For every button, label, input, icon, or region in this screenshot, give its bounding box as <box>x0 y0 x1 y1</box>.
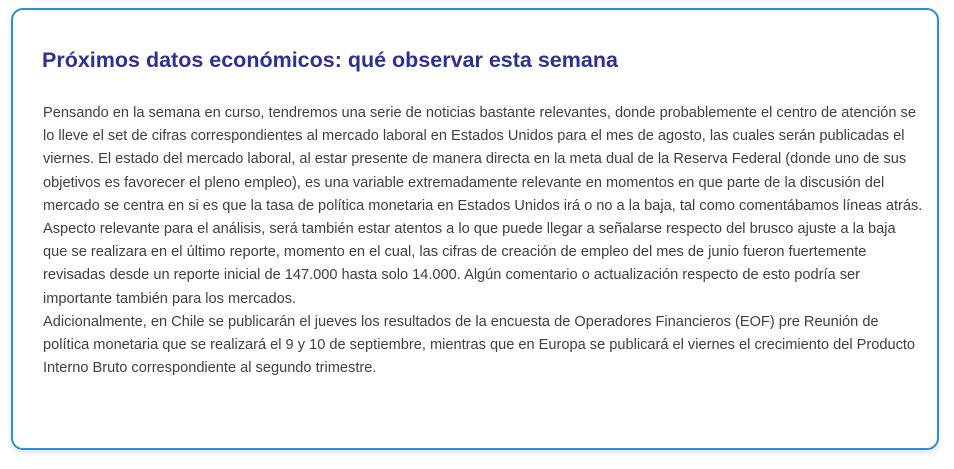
card-body <box>43 102 923 380</box>
card-title: Próximos datos económicos: qué observar esta semana <box>42 48 618 72</box>
paragraph-labor-market: Pensando en la semana en curso, tendremos una serie de noticias bastante relevantes, donde probablemente el centro de atención se lo lleve el set de cifras correspondientes al mercado laboral en Estados Unidos para el mes de agosto, las cuales serán publicadas el viernes. El estado del mercado laboral, al estar presente de manera directa en la meta dual de la Reserva Federal (donde uno de sus objetivos es favorecer el pleno empleo), es una variable extremadamente relevante en momentos en que parte de la discusión del mercado se centra en si es que la tasa de política monetaria en Estados Unidos irá o no a la baja, tal como comentábamos líneas atrás. Aspecto relevante para el análisis, será también estar atentos a lo que puede llegar a señalarse respecto del brusco ajuste a la baja que se realizara en el último reporte, momento en el cual, las cifras de creación de empleo del mes de junio fueron fuertemente revisadas desde un reporte inicial de 147.000 hasta solo 14.000. Algún comentario o actualización respecto de esto podría ser importante también para los mercados. <box>43 105 923 307</box>
economic-data-card <box>11 8 939 450</box>
paragraph-chile-europe: Adicionalmente, en Chile se publicarán el jueves los resultados de la encuesta de Operadores Financieros (EOF) pre Reunión de política monetaria que se realizará el 9 y 10 de septiembre, mientras que en Europa se publicará el viernes el crecimiento del Producto Interno Bruto correspondiente al segundo trimestre. <box>43 313 916 377</box>
